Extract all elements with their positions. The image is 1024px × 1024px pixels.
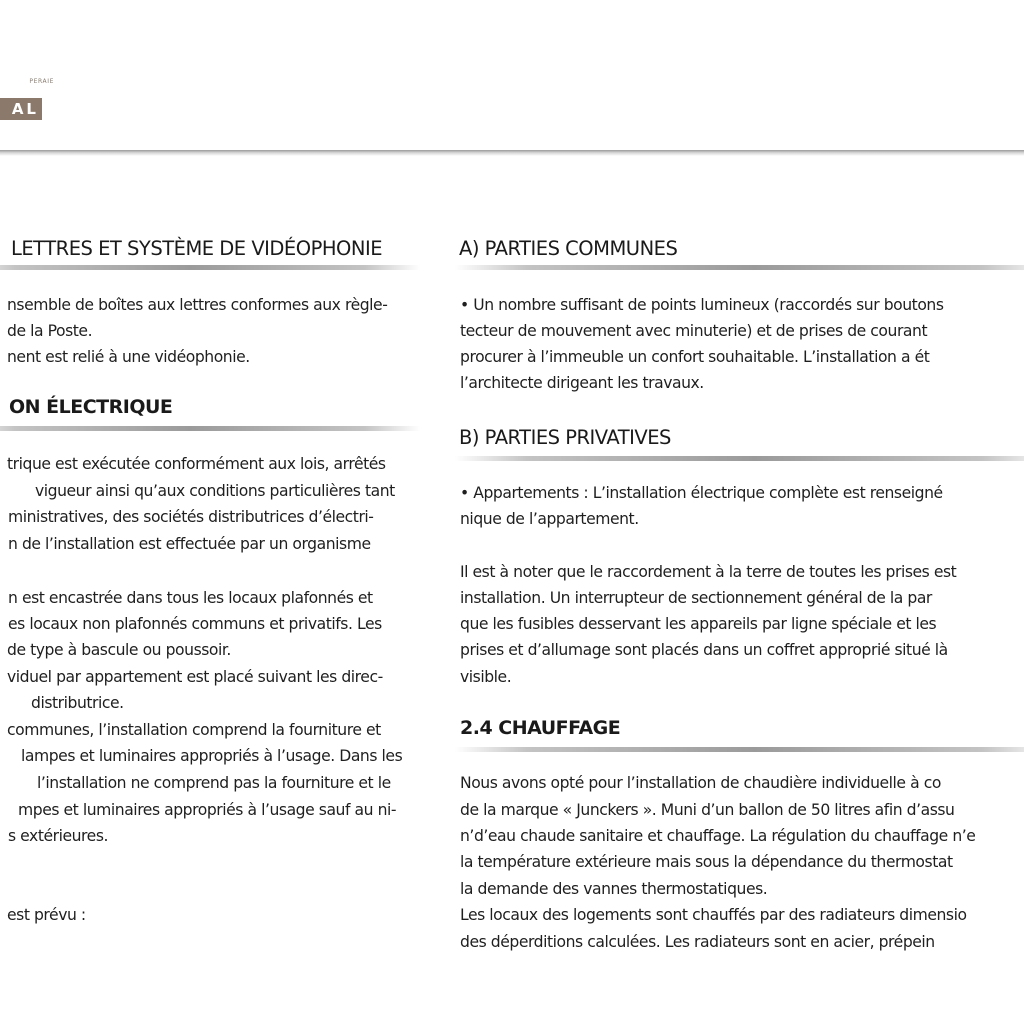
- private-line: nique de l’appartement.: [460, 510, 639, 528]
- mailboxes-line: nent est relié à une vidéophonie.: [7, 348, 250, 366]
- electric-line: viduel par appartement est placé suivant les direc-: [7, 668, 383, 686]
- heating-line: Les locaux des logements sont chauffés par des radiateurs dimensio: [460, 906, 967, 924]
- heading-electric: ON ÉLECTRIQUE: [9, 396, 173, 418]
- common-line: • Un nombre suffisant de points lumineux (raccordés sur boutons: [460, 296, 944, 314]
- electric-line: mpes et luminaires appropriés à l’usage sauf au ni-: [18, 801, 397, 819]
- private-line: que les fusibles desservant les appareils par ligne spéciale et les: [460, 615, 937, 633]
- heading-private-parts: B) PARTIES PRIVATIVES: [459, 426, 671, 449]
- private-line: • Appartements : L’installation électrique complète est renseigné: [460, 484, 943, 502]
- electric-line: s extérieures.: [8, 827, 109, 845]
- common-line: l’architecte dirigeant les travaux.: [460, 374, 704, 392]
- common-line: procurer à l’immeuble un confort souhaitable. L’installation a ét: [460, 348, 930, 366]
- heading-rule: [455, 747, 1024, 752]
- electric-line: vigueur ainsi qu’aux conditions particulières tant: [35, 482, 395, 500]
- electric-line: n est encastrée dans tous les locaux plafonnés et: [8, 589, 373, 607]
- heading-heating: 2.4 CHAUFFAGE: [460, 717, 621, 739]
- logo-small-text: PERAIE: [29, 78, 54, 85]
- mailboxes-line: nsemble de boîtes aux lettres conformes aux règle-: [7, 296, 388, 314]
- header-divider: [0, 150, 1024, 156]
- electric-line: lampes et luminaires appropriés à l’usage. Dans les: [21, 747, 403, 765]
- heading-rule: [0, 426, 420, 431]
- heating-line: la température extérieure mais sous la dépendance du thermostat: [460, 853, 953, 871]
- private-line: visible.: [460, 668, 512, 686]
- electric-line: de type à bascule ou poussoir.: [7, 641, 231, 659]
- private-line: installation. Un interrupteur de sectionnement général de la par: [460, 589, 932, 607]
- logo-letters: AL: [11, 100, 39, 118]
- heading-common-parts: A) PARTIES COMMUNES: [459, 237, 678, 260]
- electric-line: est prévu :: [7, 906, 86, 924]
- electric-line: trique est exécutée conformément aux lois, arrêtés: [7, 455, 386, 473]
- heading-rule: [0, 265, 420, 270]
- electric-line: l’installation ne comprend pas la fourniture et le: [37, 774, 391, 792]
- common-line: tecteur de mouvement avec minuterie) et de prises de courant: [460, 322, 928, 340]
- heading-rule: [455, 456, 1024, 461]
- electric-line: n de l’installation est effectuée par un organisme: [8, 535, 371, 553]
- heading-mailboxes: LETTRES ET SYSTÈME DE VIDÉOPHONIE: [11, 237, 383, 260]
- heating-line: la demande des vannes thermostatiques.: [460, 880, 768, 898]
- heading-rule: [455, 265, 1024, 270]
- private-line: prises et d’allumage sont placés dans un coffret approprié situé là: [460, 641, 948, 659]
- electric-line: communes, l’installation comprend la fourniture et: [7, 721, 381, 739]
- heating-line: Nous avons opté pour l’installation de chaudière individuelle à co: [460, 774, 941, 792]
- heating-line: de la marque « Junckers ». Muni d’un ballon de 50 litres afin d’assu: [460, 801, 955, 819]
- electric-line: ministratives, des sociétés distributrices d’électri-: [8, 508, 374, 526]
- electric-line: es locaux non plafonnés communs et privatifs. Les: [8, 615, 382, 633]
- mailboxes-line: de la Poste.: [7, 322, 93, 340]
- heating-line: n’d’eau chaude sanitaire et chauffage. La régulation du chauffage n’e: [460, 827, 976, 845]
- heating-line: des déperditions calculées. Les radiateurs sont en acier, prépein: [460, 933, 935, 951]
- electric-line: distributrice.: [31, 694, 124, 712]
- private-line: Il est à noter que le raccordement à la terre de toutes les prises est: [460, 563, 957, 581]
- logo-box: [0, 98, 42, 120]
